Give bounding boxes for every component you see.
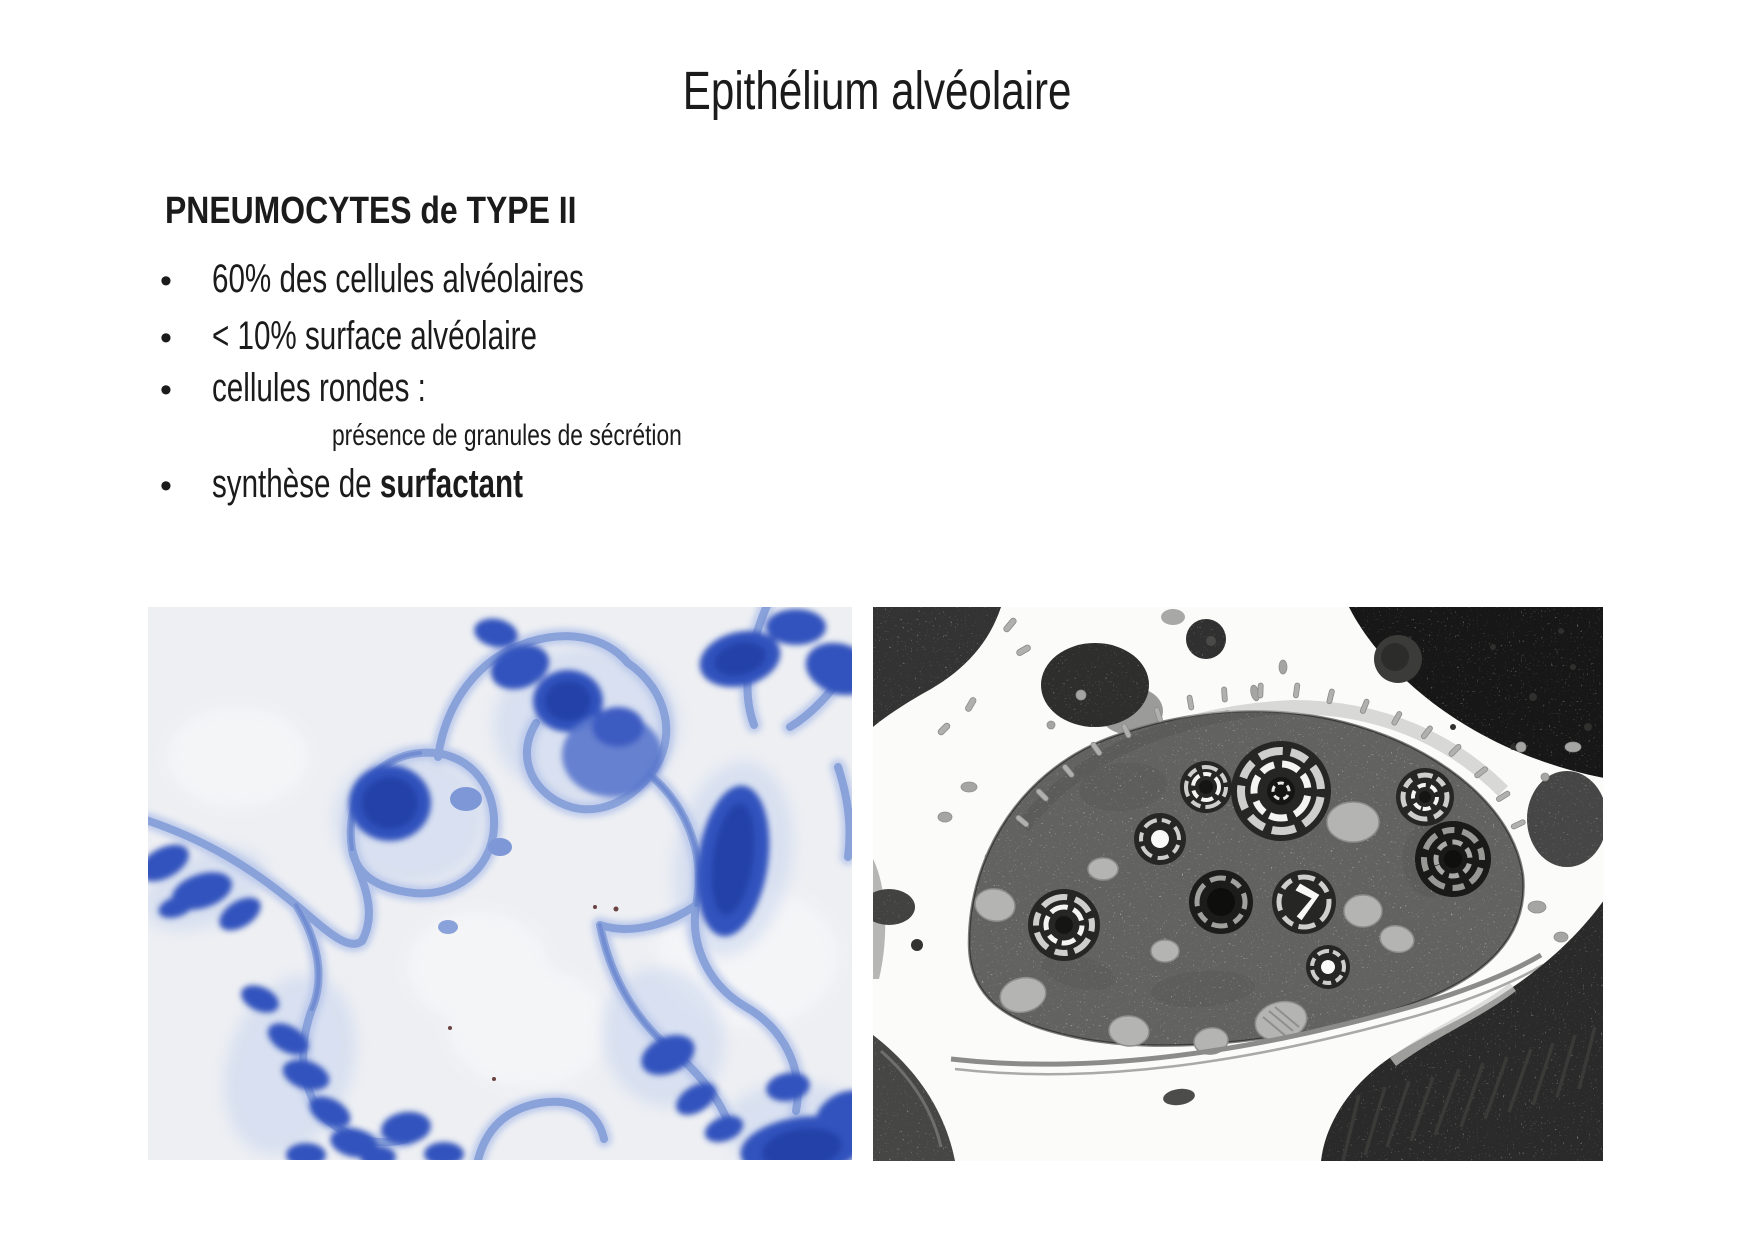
figure-light-micrograph	[148, 607, 852, 1160]
electron-micrograph-image	[873, 607, 1603, 1161]
bullet-item-1	[160, 259, 715, 301]
bullet-text-4	[212, 464, 523, 504]
bullet-marker: •	[160, 467, 172, 505]
figure-electron-micrograph	[873, 607, 1603, 1161]
sub-bullet-text: présence de granules de sécrétion	[332, 419, 682, 452]
bullet-marker: •	[160, 371, 172, 409]
light-micrograph-image	[148, 607, 852, 1160]
bullet-marker: •	[160, 319, 172, 357]
bullet-item-4	[160, 464, 632, 506]
slide-title-text: Epithélium alvéolaire	[683, 61, 1072, 121]
bullet-item-2	[160, 316, 651, 358]
bullet-text-4-bold: surfactant	[379, 462, 523, 506]
section-heading-text: PNEUMOCYTES de TYPE II	[165, 190, 577, 232]
bullet-text-4-prefix: synthèse de	[212, 462, 380, 506]
bullet-text-1: 60% des cellules alvéolaires	[212, 257, 584, 301]
section-heading	[165, 191, 655, 231]
bullet-text-2: < 10% surface alvéolaire	[212, 314, 537, 358]
bullet-text-3: cellules rondes :	[212, 366, 426, 410]
slide-title	[0, 61, 1755, 121]
bullet-item-3	[160, 368, 501, 410]
bullet-marker: •	[160, 262, 172, 300]
